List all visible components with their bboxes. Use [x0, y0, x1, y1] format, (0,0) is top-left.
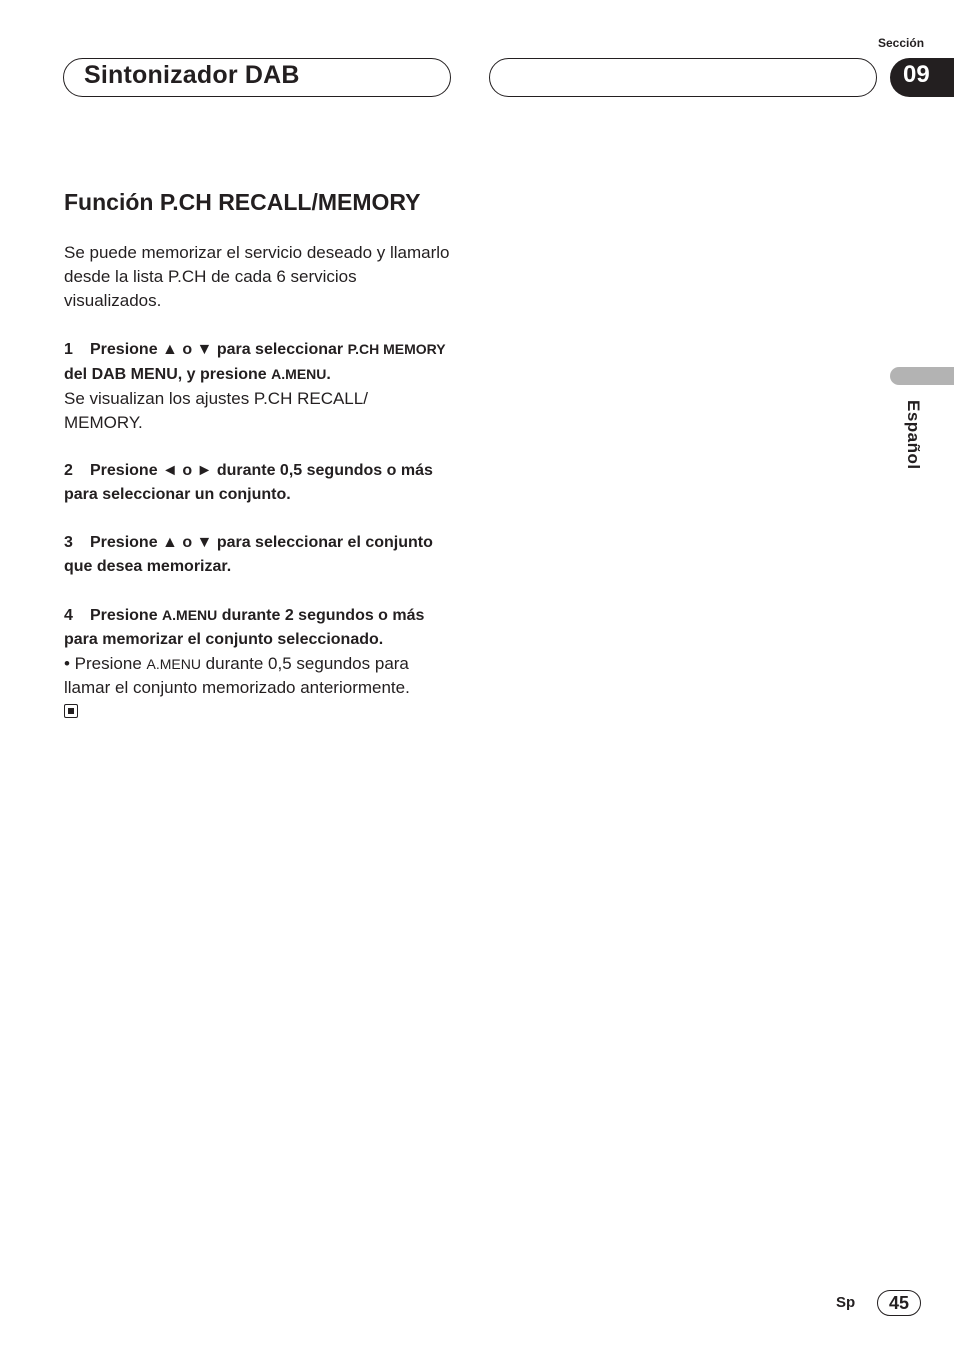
step-4-instruction [64, 603, 450, 652]
section-heading: Función P.CH RECALL/MEMORY [64, 189, 421, 215]
step-number: 4 [64, 607, 73, 624]
menu-term: P.CH MEMORY [347, 341, 446, 357]
step-number: 3 [64, 534, 73, 551]
button-term: A.MENU [146, 656, 201, 672]
menu-term: DAB MENU [91, 366, 178, 383]
step-text: . [326, 366, 331, 383]
button-term: A.MENU [271, 366, 327, 382]
intro-paragraph: Se puede memorizar el servicio deseado y llamarlo desde la lista P.CH de cada 6 servicios visualizados. [64, 243, 450, 310]
section-number-tab [890, 58, 954, 97]
step-number: 1 [64, 341, 73, 358]
step-text: Presione ▲ o ▼ para seleccionar el conjunto que desea memorizar. [64, 534, 433, 575]
step-3-instruction [64, 531, 450, 579]
language-bar [890, 367, 954, 385]
note-text: • Presione [64, 654, 147, 673]
button-term: A.MENU [162, 607, 218, 623]
step-4-note [64, 652, 450, 700]
main-content [64, 186, 450, 723]
step-2 [64, 459, 450, 507]
step-1-result: Se visualizan los ajustes P.CH RECALL/ MEMORY. [64, 389, 368, 432]
header-title-box [63, 58, 451, 97]
section-number: 09 [903, 61, 930, 88]
section-label: Sección [878, 36, 925, 50]
step-number: 2 [64, 462, 73, 479]
page-title: Sintonizador DAB [84, 61, 300, 89]
step-1-instruction [64, 337, 450, 387]
step-3 [64, 531, 450, 579]
step-4 [64, 603, 450, 723]
page-number: 45 [877, 1290, 921, 1316]
step-1 [64, 337, 450, 435]
step-text: durante 2 segundos o más para memorizar el conjunto seleccionado. [64, 607, 425, 648]
step-text: del [64, 366, 92, 383]
step-text: Presione ◄ o ► durante 0,5 segundos o más para seleccionar un conjunto. [64, 462, 433, 503]
language-label: Español [904, 400, 923, 470]
header-empty-box [489, 58, 877, 97]
note-text: durante 0,5 segundos para llamar el conjunto memorizado anteriormente. [64, 654, 410, 697]
language-code: Sp [836, 1294, 856, 1311]
step-2-instruction [64, 459, 450, 507]
step-text: Presione [90, 607, 163, 624]
end-of-section-icon [64, 704, 78, 718]
step-text: Presione ▲ o ▼ para seleccionar [90, 341, 348, 358]
step-text: , y presione [177, 366, 272, 383]
